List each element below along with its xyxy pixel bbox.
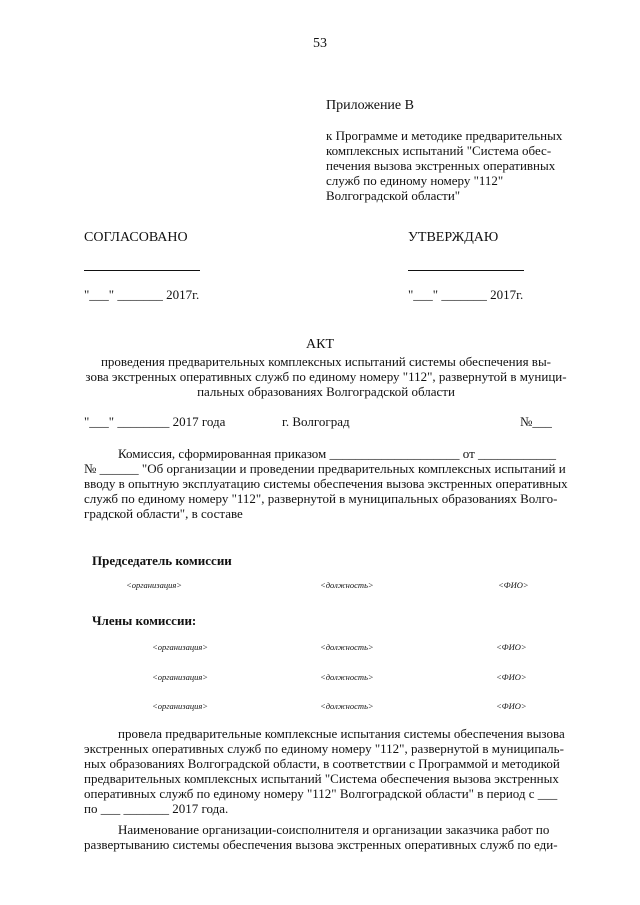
act-subtitle-line: зова экстренных оперативных служб по единому номеру "112", развернутой в муници- bbox=[85, 369, 567, 384]
chairman-heading: Председатель комиссии bbox=[92, 553, 232, 568]
commission-intro-line: № ______ "Об организации и проведении предварительных комплексных испытаний и bbox=[84, 461, 566, 476]
appendix-title: Приложение В bbox=[326, 98, 414, 113]
member-position: <должность> bbox=[320, 701, 374, 711]
conducted-line: оперативных служб по единому номеру "112" Волгоградской области" в период с ___ bbox=[84, 786, 558, 801]
approval-date-left: "___" _______ 2017г. bbox=[84, 287, 200, 302]
appendix-line: печения вызова экстренных оперативных bbox=[326, 158, 556, 173]
member-organization: <организация> bbox=[152, 672, 209, 682]
signature-line-right bbox=[408, 270, 524, 271]
approve-heading: УТВЕРЖДАЮ bbox=[408, 230, 499, 245]
approval-date-right: "___" _______ 2017г. bbox=[408, 287, 524, 302]
final-line: Наименование организации-соисполнителя и организации заказчика работ по bbox=[118, 822, 550, 837]
commission-intro-line: Комиссия, сформированная приказом ____________________ от ____________ bbox=[118, 446, 557, 461]
member-name: <ФИО> bbox=[496, 672, 527, 682]
members-heading: Члены комиссии: bbox=[92, 613, 197, 628]
final-line: развертыванию системы обеспечения вызова экстренных оперативных служб по еди- bbox=[84, 837, 558, 852]
appendix-line: комплексных испытаний "Система обес- bbox=[326, 143, 552, 158]
member-position: <должность> bbox=[320, 672, 374, 682]
act-city: г. Волгоград bbox=[282, 414, 350, 429]
chairman-position: <должность> bbox=[320, 580, 374, 590]
act-subtitle-line: пальных образованиях Волгоградской области bbox=[197, 384, 455, 399]
act-date: "___" ________ 2017 года bbox=[84, 414, 226, 429]
act-title: АКТ bbox=[306, 337, 334, 352]
member-name: <ФИО> bbox=[496, 642, 527, 652]
conducted-line: по ___ _______ 2017 года. bbox=[84, 801, 229, 816]
chairman-organization: <организация> bbox=[126, 580, 183, 590]
page-number: 53 bbox=[313, 36, 327, 51]
member-organization: <организация> bbox=[152, 642, 209, 652]
conducted-line: предварительных комплексных испытаний "Система обеспечения вызова экстренных bbox=[84, 771, 559, 786]
conducted-line: провела предварительные комплексные испытания системы обеспечения вызова bbox=[118, 726, 565, 741]
appendix-line: служб по единому номеру "112" bbox=[326, 173, 504, 188]
signature-line-left bbox=[84, 270, 200, 271]
commission-intro-line: служб по единому номеру "112", развернутой в муниципальных образованиях Волго- bbox=[84, 491, 558, 506]
conducted-line: экстренных оперативных служб по единому номеру "112", развернутой в муниципаль- bbox=[84, 741, 564, 756]
member-position: <должность> bbox=[320, 642, 374, 652]
agreed-heading: СОГЛАСОВАНО bbox=[84, 230, 188, 245]
commission-intro-line: вводу в опытную эксплуатацию системы обеспечения вызова экстренных оперативных bbox=[84, 476, 568, 491]
commission-intro-line: градской области", в составе bbox=[84, 506, 243, 521]
act-number: №___ bbox=[520, 414, 552, 429]
member-name: <ФИО> bbox=[496, 701, 527, 711]
conducted-line: ных образованиях Волгоградской области, в соответствии с Программой и методикой bbox=[84, 756, 560, 771]
member-organization: <организация> bbox=[152, 701, 209, 711]
appendix-line: к Программе и методике предварительных bbox=[326, 128, 563, 143]
appendix-line: Волгоградской области" bbox=[326, 188, 461, 203]
chairman-name: <ФИО> bbox=[498, 580, 529, 590]
act-subtitle-line: проведения предварительных комплексных испытаний системы обеспечения вы- bbox=[100, 354, 552, 369]
